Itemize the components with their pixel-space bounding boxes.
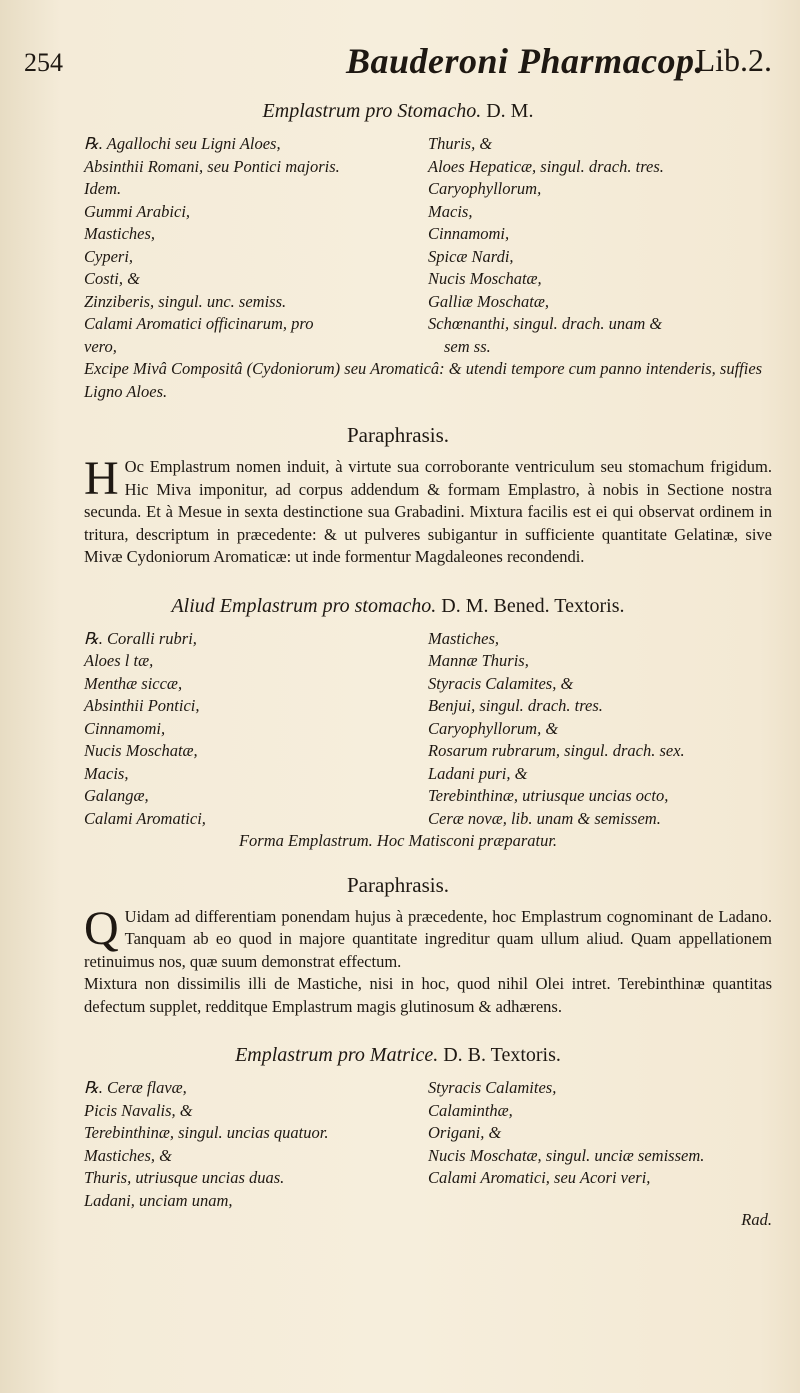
- ingredient: Benjui, singul. drach. tres.: [428, 696, 603, 715]
- running-title: Bauderoni Pharmacop.: [346, 41, 705, 81]
- recipe-title: Emplastrum pro Stomacho.: [262, 100, 482, 122]
- ingredient: Nucis Moschatæ,: [428, 269, 542, 288]
- ingredient: Nucis Moschatæ,: [84, 741, 198, 760]
- ingredient: Cinnamomi,: [428, 224, 510, 243]
- ingredient: Terebinthinæ, utriusque uncias octo,: [428, 786, 669, 805]
- ingredient: Absinthii Pontici,: [84, 696, 200, 715]
- book-number: Lib.2.: [695, 42, 772, 78]
- paraphrasis-heading: Paraphrasis.: [346, 872, 450, 897]
- ingredient-columns: [24, 133, 772, 358]
- ingredients-left: [24, 1077, 428, 1212]
- ingredient: Nucis Moschatæ, singul. unciæ semissem.: [428, 1145, 705, 1165]
- paraphrasis-body: Oc Emplastrum nomen induit, à virtute sua corroborante ventriculum seu stomachum frigidum. Hic Miva imponitur, ad corpus addendum & formam Emplastro, à nobis in Sectione nostra secunda. Et à Mesue in sexta destinctione sua Grabadini. Mixtura facilis est ei qui observat ordinem in tritura, descriptum in præcedente: & ut pulveres subigantur in sufficiente quantitate Gelatinæ, sive Mivæ Cydoniorum Aromaticæ: ut inde formentur Magdaleones recondendi.: [84, 457, 772, 566]
- ingredient: Mastiches,: [428, 628, 500, 648]
- ingredient: vero,: [84, 336, 117, 356]
- ingredient: Caryophyllorum,: [428, 179, 542, 198]
- ingredient: Aloes Hepaticæ, singul. drach. tres.: [428, 156, 664, 176]
- recipe-title: Aliud Emplastrum pro stomacho.: [171, 594, 437, 617]
- ingredient: sem ss.: [444, 336, 491, 356]
- ingredient: Aloes l tæ,: [84, 651, 154, 670]
- ingredient: Rosarum rubrarum, singul. drach. sex.: [428, 741, 685, 760]
- ingredient-columns: [24, 628, 772, 831]
- ingredient: Cinnamomi,: [84, 718, 166, 738]
- ingredient: Cyperi,: [84, 246, 134, 266]
- paraphrasis-body: Uidam ad differentiam ponendam hujus à præcedente, hoc Emplastrum cognominant de Ladano. Tanquam ab eo quod in majore quantitate ingreditur quam ullum aliud. Quam appellationem retinuimus nos, quæ suum demonstrat effectum.: [84, 906, 772, 971]
- recipe-author: D. M.: [486, 100, 534, 122]
- page-number: 254: [24, 48, 63, 77]
- recipe-instructions: Forma Emplastrum. Hoc Matisconi præparatur.: [238, 831, 558, 850]
- ingredient: Calami Aromatici, seu Acori veri,: [428, 1168, 651, 1187]
- recipe-author: D. M. Bened. Textoris.: [441, 594, 625, 617]
- drop-cap: H: [84, 452, 119, 505]
- ingredient: Galangæ,: [84, 786, 149, 805]
- ingredient: Costi, &: [84, 269, 140, 288]
- paraphrasis-text: Mixtura non dissimilis illi de Mastiche, nisi in hoc, quod nihil Olei intret. Terebinthinæ quantitas defectum supplet, redditque Emplastrum magis glutinosum & adhærens.: [84, 974, 772, 1016]
- ingredient: Schœnanthi, singul. drach. unam &: [428, 314, 663, 333]
- ingredient: Macis,: [428, 201, 473, 221]
- drop-cap: Q: [84, 901, 119, 955]
- ingredient: Thuris, utriusque uncias duas.: [84, 1168, 285, 1187]
- ingredient: Gummi Arabici,: [84, 201, 191, 221]
- ingredient: ℞. Agallochi seu Ligni Aloes,: [84, 134, 281, 153]
- ingredient: Menthæ siccæ,: [84, 673, 183, 693]
- section-title: [24, 595, 772, 618]
- ingredient: Mastiches,: [84, 224, 156, 243]
- ingredient: Styracis Calamites,: [428, 1078, 557, 1097]
- ingredient: ℞. Ceræ flavæ,: [84, 1078, 187, 1097]
- ingredient: Spicæ Nardi,: [428, 246, 514, 266]
- ingredient: Ladani, unciam unam,: [84, 1190, 233, 1210]
- recipe-instructions: Excipe Mivâ Compositâ (Cydoniorum) seu Aromaticâ: & utendi tempore cum panno intenderis, suffies Ligno Aloes.: [84, 359, 763, 401]
- ingredients-right: [428, 628, 772, 831]
- paraphrasis-heading: Paraphrasis.: [346, 423, 450, 447]
- ingredient: Macis,: [84, 763, 129, 783]
- page-header: [24, 40, 772, 96]
- ingredient: Thuris, &: [428, 134, 493, 153]
- catchword: Rad.: [741, 1210, 772, 1229]
- paraphrasis-text: [24, 901, 772, 974]
- ingredients-right: [428, 1077, 772, 1212]
- ingredient: Origani, &: [428, 1123, 502, 1142]
- ingredient: Calami Aromatici officinarum, pro: [84, 314, 314, 333]
- ingredient: Galliæ Moschatæ,: [428, 291, 550, 311]
- section-title: [24, 1044, 772, 1067]
- ingredients-left: [24, 628, 428, 831]
- ingredient: Picis Navalis, &: [84, 1100, 193, 1120]
- paraphrasis-text: [24, 452, 772, 569]
- ingredient: Calaminthæ,: [428, 1100, 513, 1120]
- ingredient: Ladani puri, &: [428, 763, 528, 783]
- ingredients-right: [428, 133, 772, 358]
- ingredient: Zinziberis, singul. unc. semiss.: [84, 291, 287, 311]
- recipe-author: D. B. Textoris.: [443, 1044, 561, 1066]
- ingredient: Absinthii Romani, seu Pontici majoris.: [84, 156, 340, 176]
- ingredient: Terebinthinæ, singul. uncias quatuor.: [84, 1123, 329, 1142]
- ingredient: ℞. Coralli rubri,: [84, 628, 197, 648]
- recipe-title: Emplastrum pro Matrice.: [235, 1044, 439, 1066]
- ingredient: Mannæ Thuris,: [428, 651, 529, 670]
- ingredients-left: [24, 133, 428, 358]
- ingredient: Calami Aromatici,: [84, 808, 206, 828]
- ingredient: Caryophyllorum, &: [428, 718, 559, 738]
- ingredient-columns: [24, 1077, 772, 1212]
- ingredient: Ceræ novæ, lib. unam & semissem.: [428, 808, 661, 828]
- ingredient: Idem.: [84, 179, 122, 198]
- ingredient: Mastiches, &: [84, 1145, 172, 1165]
- section-title: [24, 100, 772, 123]
- ingredient: Styracis Calamites, &: [428, 673, 574, 693]
